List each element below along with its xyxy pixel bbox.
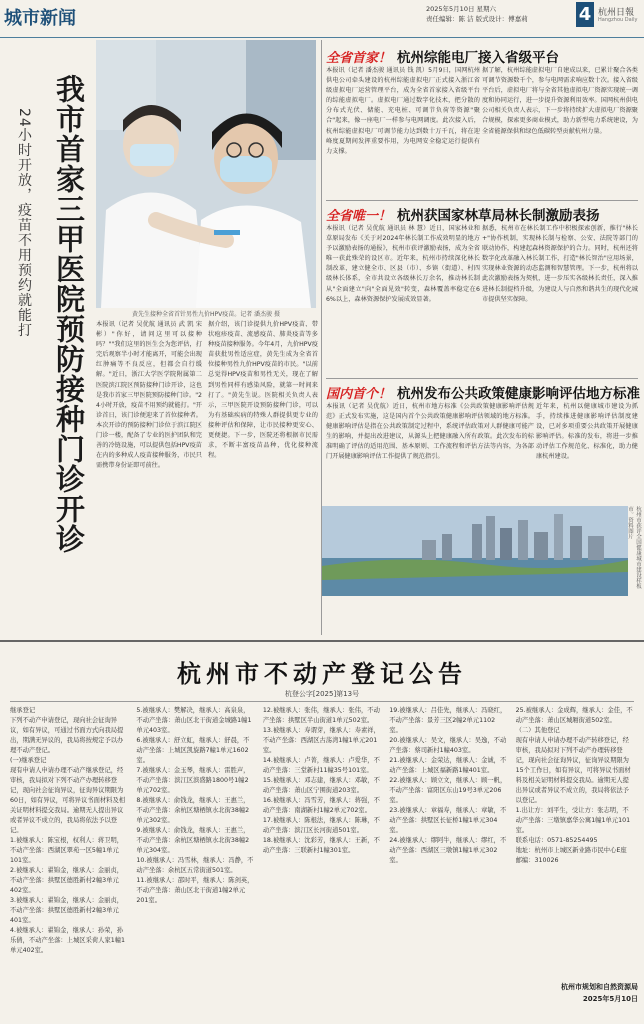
- vaccination-photo: [96, 40, 316, 308]
- notice-col-1: 继承登记 下列不动产申请登记，现向社会征询异议，如有异议，可通过书面方式向我局提出，期满无异议的，我局将按规定予以办理不动产登记。 (一)继承登记 现有申请人申请办理不动产继承登记，经审核，我局拟对下列不动产办理转移登记，现向社会征询异议，征询异议期限为60日，如有异议，可将异议书面材料及相关证明材料提交我局。逾期无人提出异议或者异议不成立的，我局将依法予以登记。 1.被继承人：陈宝根，权利人：蒋卫明，不动产坐落：西湖区翠苑一区5幢1单元101室。 2.被继承人：翟锦金，继承人：金丽贞，不动产坐落：拱墅区德胜新村2幢3单元402室。 3.被继承人：翟锦金，继承人：金丽贞，不动产坐落：拱墅区德胜新村2幢3单元401室。 4.被继承人：翟锦金，继承人：孙荣，孙乐倩，不动产坐落：上城区采荷人家1幢1单元402室。: [10, 707, 126, 954]
- lead-headline-block: [6, 42, 96, 632]
- lead-subtitle: 24小时开放，疫苗不用预约就能打: [16, 108, 32, 338]
- lead-photo-caption: 黄先生接种全省首针男性九价HPV疫苗。记者 潘杰骏 摄: [131, 311, 281, 318]
- story-1-headline: 杭州综能电厂接入省级平台: [397, 50, 560, 66]
- lead-title: 我市首家三甲医院预防接种门诊开诊: [52, 74, 86, 554]
- masthead-subtitle: Hangzhou Daily: [598, 17, 638, 23]
- story-divider: [326, 200, 638, 201]
- story-2-headline: 杭州获国家林草局林长制激励表扬: [397, 208, 600, 224]
- story-2-body-col-2: 据悉，杭州市在林长制工作中积极探索创新，推行"林长+"协作机制，实现林长制与检察、公安、法院等部门的联动协作，构建起森林资源保护的合力。同时，杭州还将数字化改革融入林长制工作，打造"林长智治"应用场景，实现林业资源的动态监测和智慧管理。下一步，杭州将以此次激励表扬为契机，进一步压实各级林长责任，深入推进林长制提档升级，为建设人与自然和谐共生的现代化城市提供坚实保障。: [482, 225, 638, 303]
- story-divider: [326, 378, 638, 379]
- city-skyline-photo: [322, 506, 628, 596]
- section-divider: [0, 640, 644, 642]
- skyline-image: [322, 506, 628, 596]
- page-header: [0, 0, 644, 38]
- lead-photo: [96, 40, 316, 308]
- notice-col-5: 25.被继承人：金成辉，继承人：金佳，不动产坐落：萧山区城厢街道502室。 （二）其他登记 现有申请人申请办理不动产转移登记，经审核，我局拟对下列不动产办理转移登记，现向社会征询异议，征询异议期限为15个工作日，如有异议，可将异议书面材料及相关证明材料提交我局。逾期无人提出异议或者异议不成立的，我局将依法予以登记。 1.出让方：刘平生，受让方：张志明，不动产坐落：三墩镇嘉华公寓1幢1单元101室。 联系电话：0571-85254495 地址：杭州市上城区新业路市民中心E座 邮编：310026: [515, 707, 633, 864]
- story-3-heading: [326, 382, 640, 402]
- notice-title: 杭州市不动产登记公告: [177, 659, 467, 688]
- story-1-body-col-1: 本报讯（记者 潘杰骏 通讯员 钱 凯）5月9日，国网杭州供电公司牵头建设的杭州综能虚拟电厂正式接入浙江省级虚拟电厂运营管理平台，成为全省首家接入省级平台的综能虚拟电厂。虚拟电厂通过数字化技术，把分散的分布式光伏、储能、充电桩、可调节负荷等资源"聚合"起来，像一座电厂一样参与电网调度。此次接入后，杭州综能虚拟电厂可调节能力达到数十万千瓦，将在迎峰度夏期间发挥重要作用，为电网安全稳定运行提供有力支撑。: [326, 67, 480, 155]
- skyline-photo-caption: 杭州市获评全国健康城市建设样板市。资料图片: [627, 506, 641, 589]
- notice-col-2: 5.被继承人：樊解决，继承人：高泉泉，不动产坐落：萧山区北干街道金城路1幢1单元403室。 6.被继承人：舒立虹，继承人：舒晨，不动产坐落：上城区凯旋路7幢1单元1602室。 7.被继承人：金玉琴，继承人：雷胜声，不动产坐落：滨江区滨盛路1800号1幢2单元702室。 8.被继承人：俞钱龙，继承人：王惠兰，不动产坐落：余杭区塘栖镇水北街38幢2单元302室。 9.被继承人：俞钱龙，继承人：王惠兰，不动产坐落：余杭区塘栖镇水北街38幢2单元304室。 10.被继承人：冯雪林，继承人：冯静，不动产坐落：余杭区五常街道501室。 11.被继承人：邵时平，继承人：陈剑英，不动产坐落：萧山区北干街道1幢2单元201室。: [136, 707, 254, 904]
- masthead-logo: 杭州日報: [598, 8, 635, 18]
- notice-signature-date: 2025年5月10日: [582, 995, 638, 1003]
- lead-body-col-2: 据介绍，该门诊提供九价HPV疫苗、带状疱疹疫苗、流感疫苗、肺炎疫苗等多种疫苗接种服务。今年4月，九价HPV疫苗获批男性适应症，黄先生成为全省首位接种男性九价HPV疫苗的市民。"以前总觉得HPV疫苗和男性无关，现在了解到男性同样有感染风险，就第一时间来打了。"黄先生说。医院相关负责人表示，三甲医院开设预防接种门诊，可以为有基础疾病的特殊人群提供更专业的接种评估和保障，让市民接种更安心、更便捷。下一步，医院还将根据市民需求，不断丰富疫苗品种，优化接种流程。: [208, 321, 318, 460]
- notice-col-3: 12.被继承人：张伟，继承人：张伟，不动产坐落：拱墅区半山街道1单元502室。 13.被继承人：寿谓芽，继承人：寿素祥，不动产坐落：西湖区古荡湾1幢1单元201室。 14.被继承人：卢菁，继承人：卢爱华，不动产坐落：三堂新村11幢35号101室。 15.被继承人：邓志建，继承人：邓敏，不动产坐落：萧山区宁围街道203室。 16.被继承人：冯雪芳，继承人：蒋强，不动产坐落：南湖新村1幢2单元702室。 17.被继承人：陈根法，继承人：陈琳，不动产坐落：滨江区长河街道501室。 18.被继承人：沈彩芳，继承人：王新，不动产坐落：三联新村1幢301室。: [262, 707, 380, 854]
- notice-number: 杭登公字[2025]第13号: [284, 690, 360, 698]
- story-1-heading: [326, 46, 559, 66]
- lead-body-col-1: 本报讯（记者 吴优航 通讯员 武 凯 宋 彬）"你好，请问这里可以接种吗？""我们这里的医生会为您评估，打完后观察半小时才能离开，可能会出现红肿痛等不良反应，但都会自行缓解。"近日，浙江大学医学院附属第二医院滨江院区预防接种门诊开诊，这也是我市首家三甲医院预防接种门诊。"24小时开放，疫苗不用预约就能打。"开诊首日，该门诊便迎来了首位接种者。本次开诊的预防接种门诊位于滨江院区门诊一楼，配备了专业的医护团队和完善的冷链设施，可以提供包括HPV疫苗在内的多种成人疫苗接种服务，市民只需携带身份证即可前往。: [96, 321, 202, 470]
- notice-divider: [10, 701, 634, 702]
- story-2-body-col-1: 本报讯（记者 吴优航 通讯员 林 慧）近日，国家林业和草原局发布《关于对2024年林长制工作成效明显的地方予以激励表扬的通报》，杭州市获评激励表扬，成为全省唯一获此殊荣的设区市。近年来，杭州市持续深化林长制改革，建立健全市、区县（市）、乡镇（街道）、村四级林长体系，全市共设立各级林长万余名，推动林长制从"全面建立"向"全面见效"转变，森林覆盖率稳定在66%以上，森林资源保护发展成效显著。: [326, 225, 480, 303]
- story-3-headline: 杭州发布公共政策健康影响评估地方标准: [397, 386, 641, 402]
- story-3-body-col-2: 近年来，杭州以健康城市建设为抓手，持续推进健康影响评估制度建设，已对多项重要公共政策开展健康影响评估。标准的发布，将进一步推动评估工作规范化、标准化，助力健康杭州建设。: [536, 403, 638, 461]
- editor-line: 责任编辑：陈 洁 版式设计：傅嘉莉: [426, 15, 528, 23]
- story-1-body-col-2: 据了解，杭州综能虚拟电厂自建成以来，已累计聚合各类可调节资源数千个，参与电网需求响应数十次。接入省级平台后，虚拟电厂将与全省其他虚拟电厂资源实现统一调度和协同运行，进一步提升资源利用效率。国网杭州供电公司相关负责人表示，下一步将持续扩大虚拟电厂资源聚合规模，探索更多商业模式，助力新型电力系统建设，为全省能源保供和绿色低碳转型贡献杭州力量。: [482, 67, 638, 135]
- page-number: 4: [576, 2, 594, 27]
- notice-col-4: 19.被继承人：吕佳先，继承人：冯晓红，不动产坐落：景芳三区2幢2单元1102室。 20.被继承人：吴文，继承人：吴逸，不动产坐落：蔡司新村1幢403室。 21.被继承人：金荣达，继承人：金诚，不动产坐落：上城区福新路1幢401室。 22.被继承人：顾立文，继承人：顾一帆，不动产坐落：富阳区东山19号3单元206室。 23.被继承人：章福寿，继承人：章敏，不动产坐落：拱墅区长征桥1幢1单元304室。 24.被继承人：缪阿牛，继承人：缪红，不动产坐落：西湖区三墩镇1幢1单元302室。: [389, 707, 507, 864]
- section-title: 城市新闻: [4, 8, 76, 29]
- story-2-heading: [326, 204, 600, 224]
- story-3-body-col-1: 本报讯（记者 吴优航）近日，杭州市地方标准《公共政策健康影响评估规范》正式发布实施，这是国内首个公共政策健康影响评估领域的地方标准。健康影响评估是指在公共政策制定过程中，系统评估政策对人群健康可能产生的影响，并提出改进建议，从源头上把健康融入所有政策。此次发布的标准明确了评估的适用范围、基本原则、工作流程和评估方法等内容，为各部门开展健康影响评估工作提供了规范指引。: [326, 403, 534, 461]
- date-line: 2025年5月10日 星期六: [426, 5, 497, 13]
- story-1-tag: 全省首家！: [326, 50, 392, 66]
- story-2-tag: 全省唯一！: [326, 208, 392, 224]
- notice-body: [10, 706, 634, 976]
- story-3-tag: 国内首个！: [326, 386, 392, 402]
- notice-signature-org: 杭州市规划和自然资源局: [561, 983, 638, 991]
